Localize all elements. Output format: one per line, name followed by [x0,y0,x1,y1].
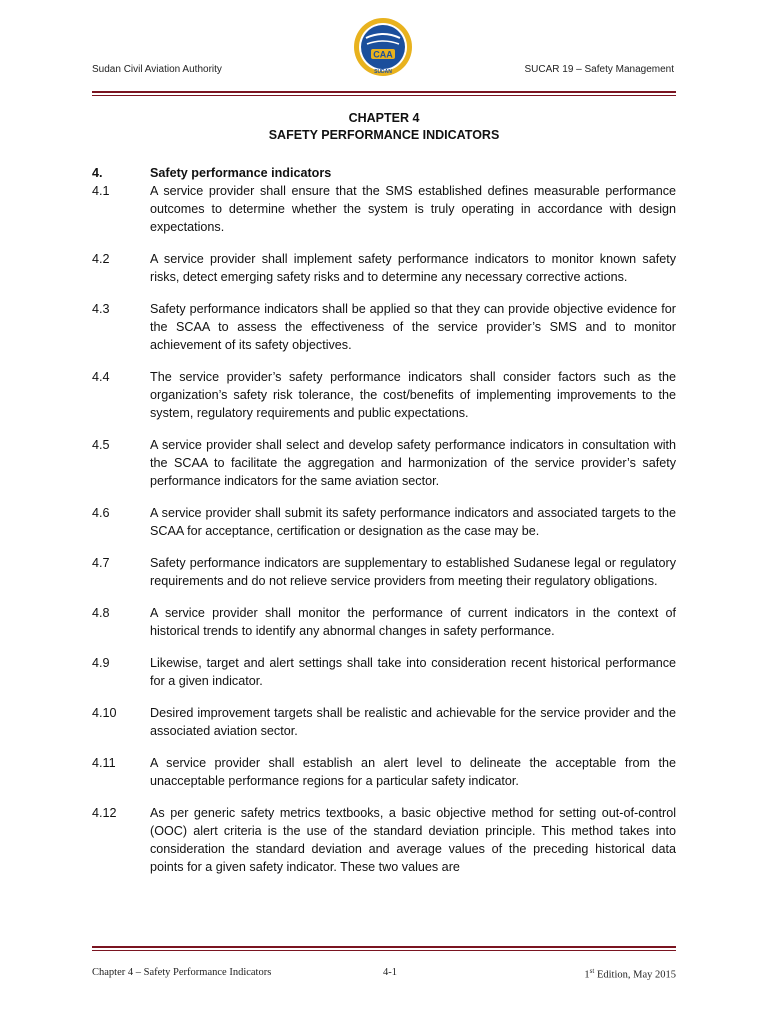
footer-chapter: Chapter 4 – Safety Performance Indicators [92,967,272,978]
footer-rule-thin [92,950,676,951]
chapter-heading [0,110,768,144]
paragraph-text: A service provider shall establish an alert level to delineate the acceptable from the unacceptable performance regions for a particular safety indicator. [150,756,676,788]
paragraph-text: A service provider shall submit its safety performance indicators and associated targets to the SCAA for acceptance, certification or designation as the case may be. [150,506,676,538]
paragraph-number: 4.4 [92,370,110,384]
paragraph-number: 4.11 [92,756,116,770]
paragraph-text: Likewise, target and alert settings shall take into consideration recent historical performance for a given indicator. [150,656,676,688]
paragraph-text: Safety performance indicators are supplementary to established Sudanese legal or regulatory requirements and do not relieve service providers from meeting their regulatory obligations. [150,556,676,588]
paragraph [92,604,676,640]
paragraph-text: A service provider shall implement safety performance indicators to monitor known safety risks, detect emerging safety risks and to determine any necessary corrective actions. [150,252,676,284]
edition-date: Edition, May 2015 [594,969,676,981]
paragraph-text: The service provider’s safety performance indicators shall consider factors such as the organization’s safety risk tolerance, the cost/benefits of implementing improvements to the system, regulatory requirements and public expectations. [150,370,676,420]
paragraph [92,300,676,354]
section-heading [92,164,676,182]
paragraph-number: 4.3 [92,302,110,316]
paragraph [92,704,676,740]
logo-subtext: SUDAN [374,69,392,75]
edition-number: 1 [584,969,590,981]
paragraph-text: A service provider shall ensure that the SMS established defines measurable performance outcomes to determine whether the system is truly operating in accordance with design expectations. [150,184,676,234]
paragraph-text: As per generic safety metrics textbooks, a basic objective method for setting out-of-control (OOC) alert criteria is the use of the standard deviation principle. This method takes into consideration the standard deviation and average values of the preceding historical data points for a given safety indicator. These two values are [150,806,676,874]
paragraph [92,754,676,790]
paragraph-text: A service provider shall select and develop safety performance indicators in consultation with the SCAA to facilitate the aggregation and harmonization of the service provider’s safety performance indicators for the same aviation sector. [150,438,676,488]
paragraph-number: 4.1 [92,184,110,198]
footer-rule [92,946,676,948]
section-number: 4. [92,166,103,180]
paragraph-text: Safety performance indicators shall be applied so that they can provide objective evidence for the SCAA to assess the effectiveness of the service provider’s SMS and to monitor achievement of its safety objectives. [150,302,676,352]
paragraph [92,654,676,690]
header-right-text: SUCAR 19 – Safety Management [524,64,674,75]
paragraph-number: 4.5 [92,438,110,452]
paragraph-number: 4.12 [92,806,117,820]
header-rule [92,91,676,93]
header-left-text: Sudan Civil Aviation Authority [92,64,222,75]
paragraph-number: 4.2 [92,252,110,266]
header-rule-thin [92,95,676,96]
paragraph-text: A service provider shall monitor the performance of current indicators in the context of historical trends to identify any abnormal changes in safety performance. [150,606,676,638]
paragraph [92,504,676,540]
paragraph [92,554,676,590]
footer-edition [584,967,676,981]
caa-logo-icon [352,16,414,78]
paragraph-number: 4.9 [92,656,110,670]
chapter-label: CHAPTER 4 [348,111,420,125]
paragraph-number: 4.8 [92,606,110,620]
paragraph [92,436,676,490]
paragraph [92,182,676,236]
paragraph-text: Desired improvement targets shall be realistic and achievable for the service provider and the associated aviation sector. [150,706,676,738]
chapter-title: SAFETY PERFORMANCE INDICATORS [268,128,500,142]
edition-suffix: st [589,967,595,975]
paragraph-number: 4.10 [92,706,117,720]
paragraph [92,804,676,876]
paragraph [92,368,676,422]
paragraph-number: 4.7 [92,556,110,570]
paragraph [92,250,676,286]
paragraph-number: 4.6 [92,506,110,520]
document-body [92,164,676,876]
logo-text: CAA [373,49,393,60]
section-title: Safety performance indicators [150,166,332,180]
footer-page-number: 4-1 [383,967,397,978]
